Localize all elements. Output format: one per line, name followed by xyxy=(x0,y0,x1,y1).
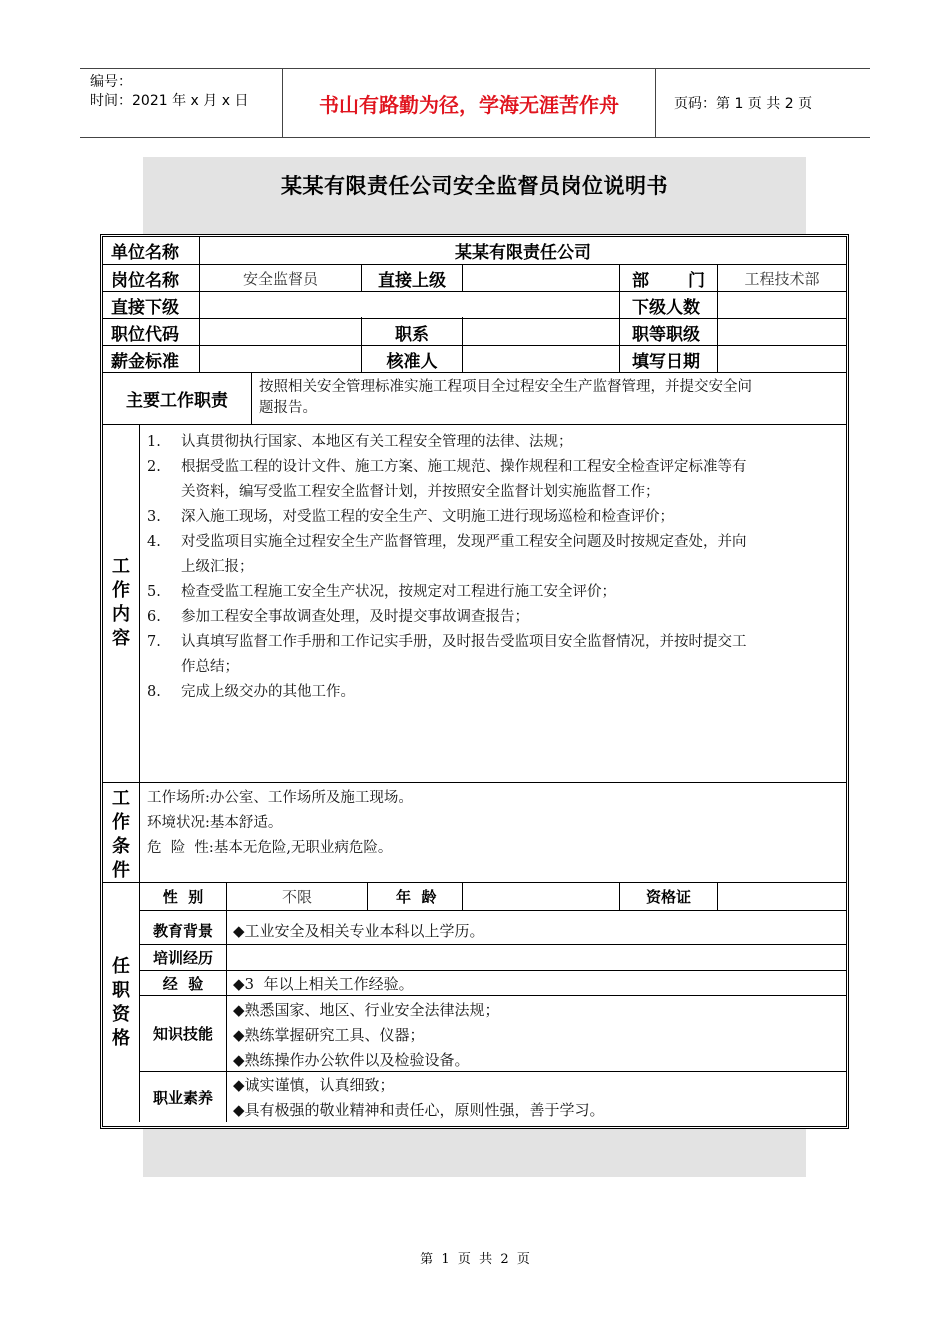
label-char: 件 xyxy=(112,860,130,881)
item-text: 完成上级交办的其他工作。 xyxy=(181,684,355,700)
skill-item: ◆熟悉国家、地区、行业安全法律法规； xyxy=(233,1001,500,1019)
qualifications-label xyxy=(109,955,133,1051)
department-label xyxy=(620,265,717,291)
work-content-label xyxy=(109,555,133,651)
approver-label: 核准人 xyxy=(386,351,438,372)
position-code-value xyxy=(200,319,361,345)
item-text: 深入施工现场，对受监工程的安全生产、文明施工进行现场巡检和检查评价； xyxy=(181,509,674,525)
direct-subordinate-value xyxy=(200,292,619,318)
label-char: 任 xyxy=(112,956,130,977)
serial-label: 编号： xyxy=(90,74,132,90)
label-char: 作 xyxy=(112,812,130,833)
page-footer: 第 1 页 共 2 页 xyxy=(420,1252,530,1267)
label-char: 容 xyxy=(112,628,130,649)
item-number: 1. xyxy=(147,434,161,450)
danger-level: 危 险 性:基本无危险,无职业病危险。 xyxy=(147,840,393,856)
header-motto: 书山有路勤为径，学海无涯苦作舟 xyxy=(282,69,656,137)
item-text: 作总结； xyxy=(181,659,239,675)
label-char: 职 xyxy=(112,980,130,1001)
main-duty-text xyxy=(259,377,843,419)
job-description-form xyxy=(100,234,849,1129)
grid-line xyxy=(251,372,252,424)
grid-line xyxy=(103,424,846,425)
gender-label: 性 别 xyxy=(162,888,204,906)
item-number: 2. xyxy=(147,459,161,475)
page-header xyxy=(80,68,870,138)
skill-item: ◆熟练操作办公软件以及检验设备。 xyxy=(233,1051,470,1069)
label-char: 资 xyxy=(112,1004,130,1025)
main-duty-line: 按照相关安全管理标准实施工程项目全过程安全生产监督管理，并提交安全问 xyxy=(259,379,752,395)
skill-item: ◆熟练掌握研究工具、仪器； xyxy=(233,1026,425,1044)
item-text: 根据受监工程的设计文件、施工方案、施工规范、操作规程和工程安全检查评定标准等有 xyxy=(181,459,747,475)
position-name-label: 岗位名称 xyxy=(111,270,179,291)
item-number: 4. xyxy=(147,534,161,550)
environment: 环境状况:基本舒适。 xyxy=(147,815,283,831)
main-duty-label: 主要工作职责 xyxy=(126,391,228,411)
label-char: 内 xyxy=(112,604,130,625)
position-name-value: 安全监督员 xyxy=(242,269,318,288)
education-label: 教育背景 xyxy=(152,922,213,940)
skills-list xyxy=(233,998,500,1073)
grid-line xyxy=(139,995,846,996)
salary-label: 薪金标准 xyxy=(111,351,179,372)
certificate-label: 资格证 xyxy=(645,888,691,906)
main-duty-line: 题报告。 xyxy=(259,400,317,416)
item-text: 检查受监工程施工安全生产状况，按规定对工程进行施工安全评价； xyxy=(181,584,616,600)
page-info-text: 页码：第 1 页 共 2 页 xyxy=(674,96,813,112)
approver-value xyxy=(463,346,619,372)
education-value: ◆工业安全及相关专业本科以上学历。 xyxy=(233,922,485,940)
label-char: 工 xyxy=(112,556,130,577)
training-value xyxy=(233,945,833,970)
item-number: 6. xyxy=(147,609,161,625)
item-number: 5. xyxy=(147,584,161,600)
age-label: 年 龄 xyxy=(396,888,437,906)
gender-value: 不限 xyxy=(281,888,312,906)
item-text: 上级汇报； xyxy=(181,559,254,575)
direct-superior-value xyxy=(463,265,619,291)
item-text: 对受监项目实施全过程安全生产监督管理，发现严重工程安全问题及时按规定查处，并向 xyxy=(181,534,747,550)
unit-name-value: 某某有限责任公司 xyxy=(455,243,591,263)
item-text: 认真贯彻执行国家、本地区有关工程安全管理的法律、法规； xyxy=(181,434,573,450)
grid-line xyxy=(226,882,227,1122)
label-char: 条 xyxy=(112,836,130,857)
job-family-label: 职系 xyxy=(395,324,429,345)
subordinate-count-value xyxy=(718,292,846,318)
label-char: 格 xyxy=(112,1028,130,1049)
item-number: 8. xyxy=(147,684,161,700)
header-meta xyxy=(80,69,282,137)
direct-subordinate-label: 直接下级 xyxy=(111,297,179,318)
department-label-part2: 门 xyxy=(688,270,705,291)
unit-name-label: 单位名称 xyxy=(111,243,179,263)
training-label: 培训经历 xyxy=(152,949,213,967)
item-number: 7. xyxy=(147,634,161,650)
experience-value: ◆3 年以上相关工作经验。 xyxy=(233,974,414,993)
label-char: 作 xyxy=(112,580,130,601)
quality-item: ◆诚实谨慎，认真细致； xyxy=(233,1076,395,1094)
quality-list xyxy=(233,1073,605,1123)
subordinate-count-label: 下级人数 xyxy=(632,297,700,318)
document-title: 某某有限责任公司安全监督员岗位说明书 xyxy=(281,174,668,198)
item-number: 3. xyxy=(147,509,161,525)
department-value: 工程技术部 xyxy=(744,269,820,288)
grade-value xyxy=(718,319,846,345)
skills-label: 知识技能 xyxy=(152,1025,213,1043)
grid-line xyxy=(103,782,846,783)
position-code-label: 职位代码 xyxy=(111,324,179,345)
item-text: 关资料，编写受监工程安全监督计划，并按照安全监督计划实施监督工作； xyxy=(181,484,660,500)
quality-label: 职业素养 xyxy=(152,1088,213,1107)
direct-superior-label: 直接上级 xyxy=(378,270,446,291)
age-value xyxy=(463,883,619,910)
certificate-value xyxy=(718,883,846,910)
fill-date-label: 填写日期 xyxy=(632,351,700,372)
job-family-value xyxy=(463,319,619,345)
fill-date-value xyxy=(718,346,846,372)
grid-line xyxy=(139,910,846,911)
time-label: 时间：2021 年 x 月 x 日 xyxy=(90,93,249,109)
grade-label: 职等职级 xyxy=(632,324,700,345)
label-char: 工 xyxy=(112,788,130,809)
item-text: 认真填写监督工作手册和工作记实手册，及时报告受监项目安全监督情况，并按时提交工 xyxy=(181,634,747,650)
work-conditions-label xyxy=(109,787,133,883)
salary-value xyxy=(200,346,361,372)
experience-label: 经 验 xyxy=(162,974,204,993)
quality-item: ◆具有极强的敬业精神和责任心，原则性强，善于学习。 xyxy=(233,1101,605,1119)
work-place: 工作场所:办公室、工作场所及施工现场。 xyxy=(147,790,413,806)
item-text: 参加工程安全事故调查处理，及时提交事故调查报告； xyxy=(181,609,529,625)
department-label-part1: 部 xyxy=(632,270,649,291)
work-conditions-text xyxy=(147,786,413,861)
header-page-info xyxy=(664,69,870,137)
